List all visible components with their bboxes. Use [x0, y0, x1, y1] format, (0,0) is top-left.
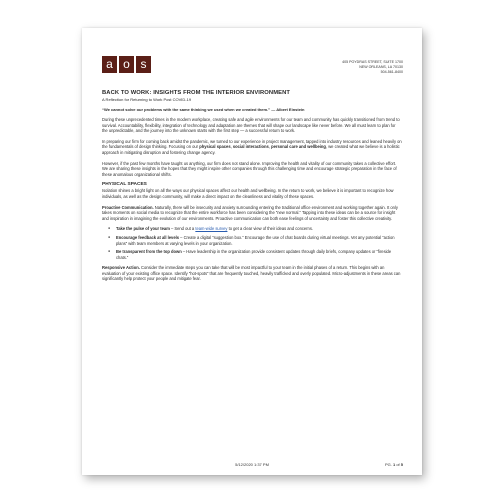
bullet-list — [102, 226, 402, 260]
footer-date: 5/12/2020 1:37 PM — [235, 462, 269, 467]
paragraph-preparing-text-a: In preparing our firm for coming back amidst the pandemic, we turned to our experience in project management, tapped into industry resources and leaned heavily on the fundamentals of design thinking. Focusing on our — [102, 138, 402, 150]
address-line-2: NEW ORLEANS, LA 70130 — [359, 64, 403, 69]
responsive-action-text: Consider the immediate steps you can take that will be most impactful to your team in the initial phases of a return. This begins with an evaluation of your existing office space. Identify “hot-spots” that are frequently touched, heavily trafficked and overly populated. Micro-adjustments in these areas can significantly help protect your people and mitigate fear. — [102, 265, 401, 282]
bullet-take-pulse — [116, 226, 402, 232]
document-subtitle: A Reflection for Returning to Work Post COVID-19 — [102, 97, 192, 102]
page-prefix: PG. — [384, 462, 393, 467]
einstein-quote: “We cannot solve our problems with the same thinking we used when we created them.” — Albert Einstein — [102, 107, 305, 112]
company-address — [342, 60, 403, 74]
separator-1: , — [230, 144, 233, 150]
separator-2: , — [268, 144, 272, 150]
paragraph-collective-effort: However, if the past few months have taught us anything, our firm does not stand alone. Improving the health and vitality of our community takes a collective effort. We are sharing these insights in the hopes that they might inspire other companies through this challenging time and encourage strategic preparation in the face of these anomalous organizational shifts. — [102, 160, 397, 177]
paragraph-intro: During these unprecedented times in the modern workplace, creating safe and agile environments for our team and community has quickly transitioned from trend to survival. Accountability, flexibility, integration of technology and adaptation are themes that will shape our landscape like never before. We all must learn to plan for the unpredictable, and the journey into the unknown starts with the first step — a successful return to work. — [102, 117, 400, 134]
emphasis-personal-care: personal care and wellbeing — [271, 144, 326, 150]
bullet-lead: Encourage feedback at all levels — [116, 234, 180, 240]
paragraph-responsive-action — [102, 265, 402, 282]
paragraph-preparing — [102, 139, 402, 156]
bullet-lead: Take the pulse of your team — [116, 226, 170, 232]
bullet-text: – Have leadership in the organization provide consistent updates through daily briefs, company updates or “fireside chats.” — [116, 249, 392, 260]
bullet-encourage-feedback — [116, 235, 402, 246]
emphasis-social-interactions: social interactions — [232, 144, 269, 150]
bullet-text-end: to get a clear view of their ideas and concerns. — [227, 226, 313, 232]
logo-letter-a: a — [102, 56, 117, 73]
document-title: BACK TO WORK: INSIGHTS FROM THE INTERIOR ENVIRONMENT — [102, 90, 291, 96]
bullet-be-transparent — [116, 249, 402, 260]
lead-proactive-communication: Proactive Communication. — [102, 204, 154, 210]
team-survey-link[interactable]: team-wide survey — [195, 226, 228, 232]
paragraph-preparing-text-e: , we created what we believe is a holistic approach in mitigating disruption and fostering change agency. — [102, 144, 400, 155]
aos-logo — [102, 56, 151, 73]
logo-letter-o: o — [119, 56, 134, 73]
section-heading-physical-spaces: PHYSICAL SPACES — [102, 182, 147, 188]
page-of: of — [395, 462, 401, 467]
logo-letter-s: s — [136, 56, 151, 73]
paragraph-isolation: Isolation shines a bright light on all the ways our physical spaces affect our health and wellbeing. In the return to work, we believe it is important to recognize how individuals, as well as the design community, will make a direct impact on the cleanliness and vitality of these spaces. — [102, 188, 394, 199]
bullet-lead: Be transparent from the top down — [116, 249, 182, 255]
paragraph-proactive-communication — [102, 205, 402, 222]
document-body — [102, 90, 402, 287]
document-page — [82, 28, 422, 475]
bullet-text: – Create a digital “suggestion box.” Encourage the use of chat boards during virtual meetings. Vet any potential “action plans” with team members at varying levels in your organization. — [116, 234, 395, 246]
bullet-text: – Send out a — [169, 226, 196, 232]
total-pages: 5 — [400, 462, 403, 467]
lead-responsive-action: Responsive Action. — [102, 265, 140, 271]
address-phone: 504-561-8400 — [380, 69, 403, 74]
emphasis-physical-spaces: physical spaces — [199, 144, 231, 150]
address-line-1: 405 POYDRAS STREET, SUITE 1700 — [342, 60, 403, 64]
current-page: 1 — [392, 462, 396, 467]
proactive-communication-text: Naturally, there will be insecurity and anxiety surrounding entering the traditional office environment and working together again. It only takes moments on social media to recognize that the entire workforce has been considering the “new normal.” Tapping into these ideas can be a source for insight and inspiration in imagining the evolution of our environments. Proactive communication can both ease feelings of uncertainty and foster this collective creativity. — [102, 204, 398, 221]
footer-page-number — [385, 462, 403, 467]
